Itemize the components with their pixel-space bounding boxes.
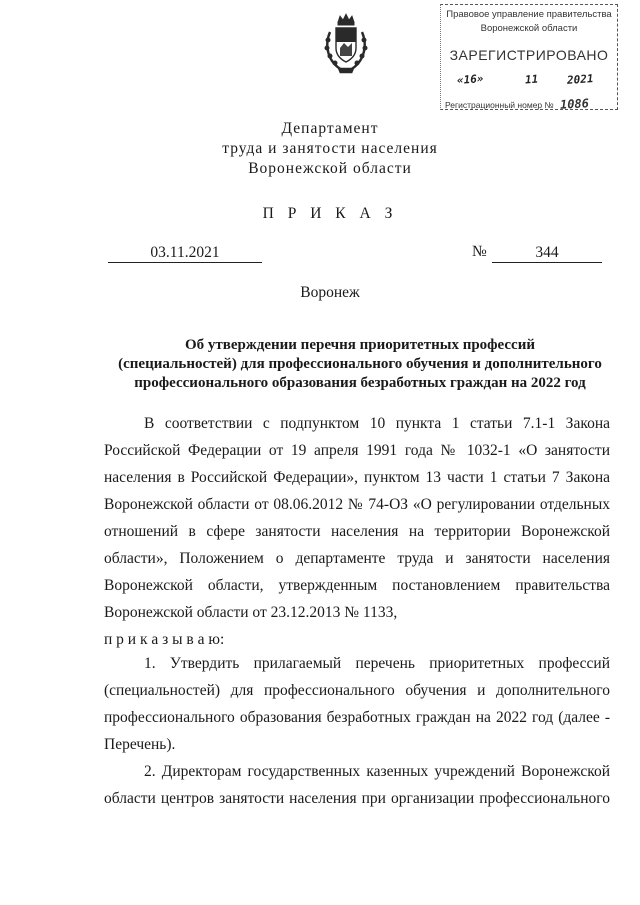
title-line: (специальностей) для профессионального обучения и дополнительного [118, 356, 602, 372]
stamp-date-day: «16» [456, 72, 484, 87]
stamp-date-year: 2021 [566, 72, 594, 87]
document-number: 344 [492, 244, 602, 263]
document-title [100, 336, 620, 393]
title-line: Об утверждении перечня приоритетных профессий [185, 337, 535, 353]
text-line: области», Положением о департаменте труда и занятости населения [104, 550, 610, 567]
document-date: 03.11.2021 [108, 244, 262, 263]
text-line: Воронежской области от 23.12.2013 № 1133, [104, 604, 398, 621]
title-line: профессионального образования безработных граждан на 2022 год [134, 375, 586, 391]
stamp-line-2: Воронежской области [480, 23, 578, 34]
item-1-paragraph [104, 650, 610, 758]
stamp-reg-number [445, 97, 589, 111]
text-line: Перечень). [104, 736, 176, 753]
text-line: населения в Российской Федерации», пунктом 13 части 1 статьи 7 Закона [104, 469, 610, 486]
text-line: Воронежской области от 08.06.2012 № 74-ОЗ «О регулировании отдельных [104, 496, 610, 513]
department-line-2: труда и занятости населения [222, 140, 438, 157]
text-line: Воронежской области, утвержденным постановлением правительства [104, 577, 610, 594]
number-sign: № [472, 243, 487, 260]
stamp-date [455, 73, 605, 91]
preamble-paragraph [104, 410, 610, 626]
department-line-1: Департамент [281, 120, 379, 137]
department-line-3: Воронежской области [248, 160, 412, 177]
document-city: Воронеж [300, 284, 360, 301]
text-line: 2. Директорам государственных казенных учреждений Воронежской [144, 763, 610, 780]
text-line: 1. Утвердить прилагаемый перечень приоритетных профессий [144, 655, 610, 672]
document-type: П Р И К А З [262, 205, 398, 222]
text-line: (специальностей) для профессионального обучения и дополнительного [104, 682, 610, 699]
coat-of-arms-emblem [322, 12, 370, 76]
text-line: Российской Федерации от 19 апреля 1991 года № 1032-1 «О занятости [104, 442, 610, 459]
item-2-paragraph [104, 758, 610, 812]
stamp-line-1: Правовое управление правительства [446, 9, 612, 20]
order-word [104, 626, 610, 653]
stamp-date-month: 11 [524, 72, 539, 87]
registration-stamp [440, 4, 618, 110]
text-line: отношений в сфере занятости населения на территории Воронежской [104, 523, 610, 540]
text-line: п р и к а з ы в а ю: [104, 631, 225, 648]
stamp-registered: ЗАРЕГИСТРИРОВАНО [449, 47, 609, 63]
text-line: области центров занятости населения при организации профессионального [104, 790, 610, 807]
text-line: профессионального образования безработных граждан на 2022 год (далее - [104, 709, 610, 726]
stamp-reg-value: 1086 [559, 96, 589, 112]
stamp-reg-label: Регистрационный номер № [445, 100, 554, 110]
text-line: В соответствии с подпунктом 10 пункта 1 статьи 7.1-1 Закона [144, 415, 610, 432]
